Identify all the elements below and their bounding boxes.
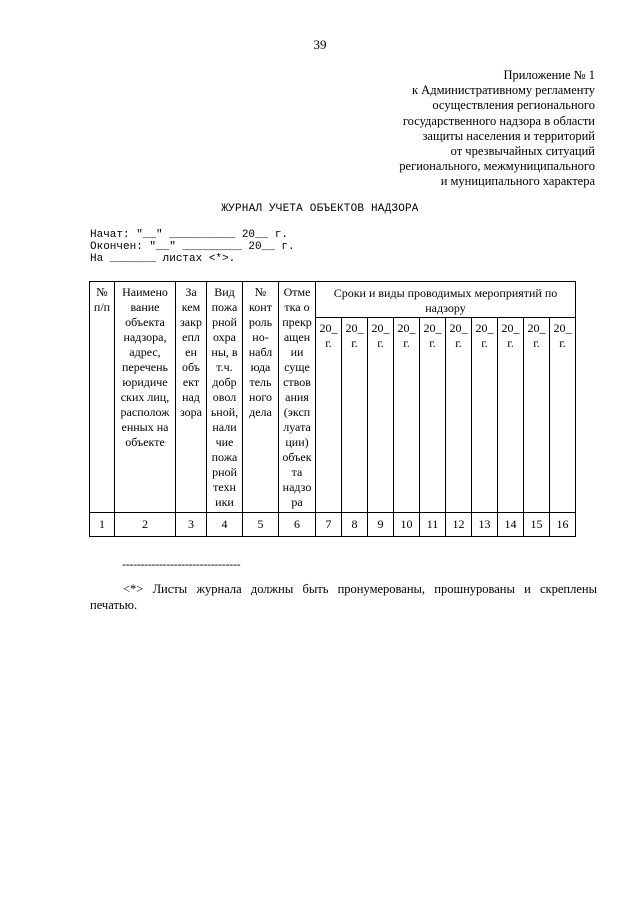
date-text: 20_ г.: [553, 321, 572, 350]
date-header-cell: [420, 318, 446, 513]
footnote-text: <*> Листы журнала должны быть пронумерованы, прошнурованы и скреплены печатью.: [90, 582, 597, 612]
date-header-cell: [316, 318, 342, 513]
date-text: 20_ г.: [449, 321, 468, 350]
journal-finished-line: Окончен: "__" _________ 20__ г.: [90, 241, 295, 253]
column-number: 4: [207, 513, 243, 537]
column-number: 2: [115, 513, 176, 537]
column-number: 8: [342, 513, 368, 537]
appendix-line: к Административному регламенту: [411, 83, 595, 98]
column-number: 12: [446, 513, 472, 537]
date-text: 20_ г.: [475, 321, 494, 350]
date-header-cell: [446, 318, 472, 513]
column-number: 16: [550, 513, 576, 537]
appendix-line: Приложение № 1: [503, 68, 595, 82]
column-number: 13: [472, 513, 498, 537]
header-cell-termination-note: [279, 282, 316, 513]
date-text: 20_ г.: [527, 321, 546, 350]
header-text: Сроки и виды проводимых мероприятий по надзору: [333, 286, 558, 315]
column-number: 7: [316, 513, 342, 537]
column-number: 15: [524, 513, 550, 537]
column-number: 11: [420, 513, 446, 537]
date-text: 20_ г.: [319, 321, 338, 350]
header-text: Отме тка о прекр ащен ии суще ствов ания (эксп луата ции) объек та надзо ра: [282, 285, 312, 509]
appendix-line: регионального, межмуниципального: [399, 159, 595, 174]
column-number: 3: [176, 513, 207, 537]
column-number: 14: [498, 513, 524, 537]
journal-started-line: Начат: "__" __________ 20__ г.: [90, 229, 289, 241]
date-header-cell: [524, 318, 550, 513]
appendix-line: защиты населения и территорий: [422, 128, 595, 143]
column-number: 1: [90, 513, 115, 537]
column-number: 9: [368, 513, 394, 537]
journal-table: [89, 281, 576, 537]
header-text: Вид пожа рной охра ны, в т.ч. добр овол ьной, нали чие пожа рной техн ики: [210, 285, 239, 509]
appendix-line: и муниципального характера: [440, 174, 595, 189]
header-cell-assigned-to: [176, 282, 207, 513]
date-text: 20_ г.: [397, 321, 416, 350]
header-text: За кем закр епл ен объ ект над зора: [180, 285, 202, 419]
header-cell-case-number: [243, 282, 279, 513]
column-number: 10: [394, 513, 420, 537]
date-header-cell: [368, 318, 394, 513]
journal-sheets-line: На _______ листах <*>.: [90, 253, 236, 265]
appendix-line: осуществления регионального: [432, 98, 595, 113]
column-number: 6: [279, 513, 316, 537]
journal-title: ЖУРНАЛ УЧЕТА ОБЪЕКТОВ НАДЗОРА: [221, 203, 419, 215]
date-text: 20_ г.: [501, 321, 520, 350]
header-cell-number: [90, 282, 115, 513]
page-number: 39: [313, 37, 327, 52]
header-cell-inspection-schedule: [316, 282, 576, 318]
appendix-line: от чрезвычайных ситуаций: [450, 144, 595, 159]
date-text: 20_ г.: [345, 321, 364, 350]
date-header-cell: [550, 318, 576, 513]
date-header-cell: [394, 318, 420, 513]
footnote-separator: --------------------------------: [122, 557, 241, 571]
header-text: № п/п: [93, 285, 111, 314]
header-cell-fire-protection: [207, 282, 243, 513]
column-number-row: [90, 513, 576, 537]
date-header-cell: [342, 318, 368, 513]
appendix-line: государственного надзора в области: [402, 113, 595, 128]
date-header-cell: [498, 318, 524, 513]
header-cell-object-name: [115, 282, 176, 513]
header-text: Наимено вание объекта надзора, адрес, перечень юридиче ских лиц, располож енных на объекте: [120, 285, 170, 449]
column-number: 5: [243, 513, 279, 537]
date-text: 20_ г.: [423, 321, 442, 350]
date-header-cell: [472, 318, 498, 513]
appendix-header: [399, 68, 595, 190]
header-text: № конт роль но- набл юда тель ного дела: [248, 285, 273, 419]
date-text: 20_ г.: [371, 321, 390, 350]
